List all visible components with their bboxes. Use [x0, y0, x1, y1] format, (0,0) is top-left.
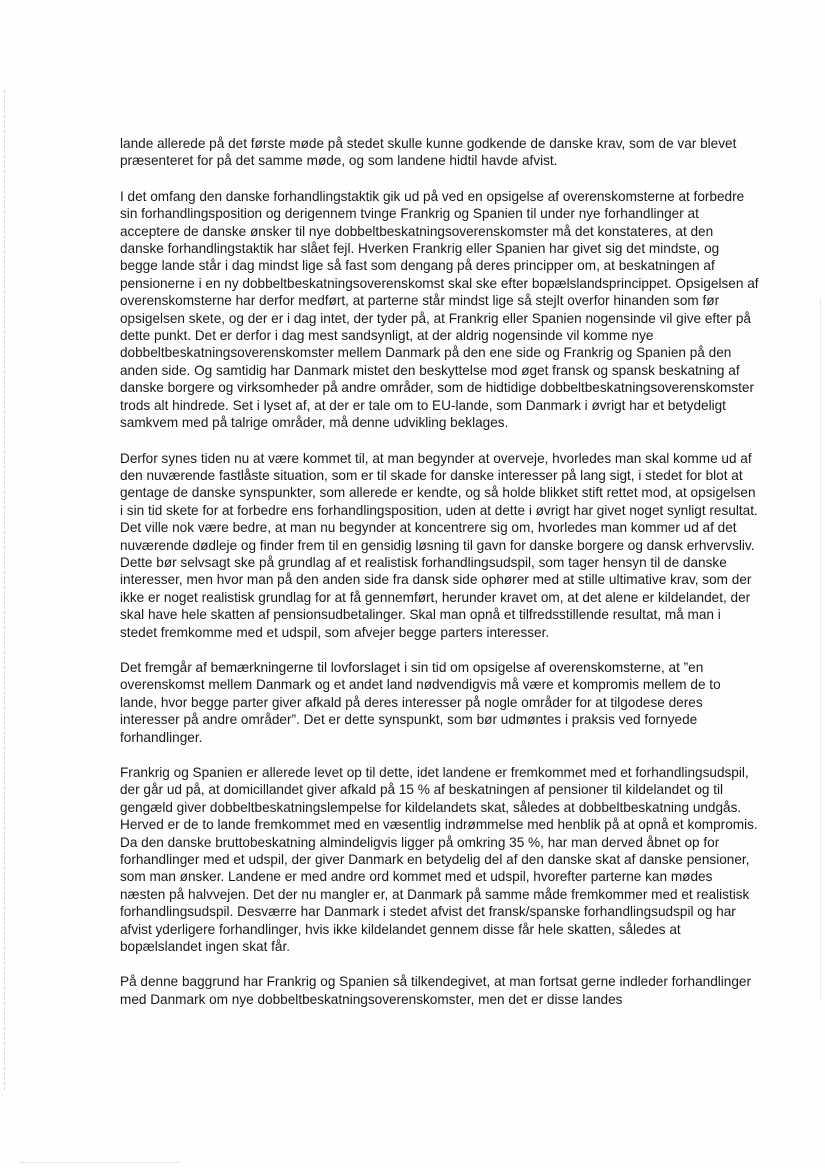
paragraph-6: På denne baggrund har Frankrig og Spanien så tilkendegivet, at man fortsat gerne indleder forhandlinger med Danmark om nye dobbeltbeskatningsoverenskomster, men det er disse landes: [120, 974, 752, 1007]
scan-edge-artifact: [20, 1162, 180, 1164]
scan-edge-artifact: [4, 90, 6, 1090]
paragraph-3: Derfor synes tiden nu at være kommet til, at man begynder at overveje, hvorledes man skal komme ud af den nuværende fastlåste situation, som er til skade for danske interesser på lang sigt, i stedet for blot at gentage de danske synspunkter, som allerede er kendte, og så holde blikket stift rettet mod, at opsigelsen i sin tid skete for at forbedre ens forhandlingsposition, uden at dette i øvrigt har givet noget synligt resultat. Det ville nok være bedre, at man nu begynder at koncentrere sig om, hvorledes man kommer ud af det nuværende dødleje og finder frem til en gensidig løsning til gavn for danske borgere og dansk erhvervsliv. Dette bør selvsagt ske på grundlag af et realistisk forhandlingsudspil, som tager hensyn til de danske interesser, men hvor man på den anden side fra dansk side ophører med at stille ultimative krav, som der ikke er noget realistisk grundlag for at få gennemført, herunder kravet om, at det alene er kildelandet, der skal have hele skatten af pensionsudbetalinger. Skal man opnå et tilfredsstillende resultat, må man i stedet fremkomme med et udspil, som afvejer begge parters interesser.: [120, 450, 758, 640]
paragraph-2: I det omfang den danske forhandlingstaktik gik ud på ved en opsigelse af overenskomsterne at forbedre sin forhandlingsposition og derigennem tvinge Frankrig og Spanien til under nye forhandlinger at acceptere de danske ønsker til nye dobbeltbeskatningsoverenskomster må det konstateres, at den danske forhandlingstaktik har slået fejl. Hverken Frankrig eller Spanien har givet sig det mindste, og begge lande står i dag mindst lige så fast som dengang på deres principper om, at beskatningen af pensionerne i en ny dobbeltbeskatningsoverenskomst skal ske efter bopælslandsprincippet. Opsigelsen af overenskomsterne har derfor medført, at parterne står mindst lige så stejlt overfor hinanden som før opsigelsen skete, og der er i dag intet, der tyder på, at Frankrig eller Spanien nogensinde vil give efter på dette punkt. Det er derfor i dag mest sandsynligt, at der aldrig nogensinde vil komme nye dobbeltbeskatningsoverenskomster mellem Danmark på den ene side og Frankrig og Spanien på den anden side. Og samtidig har Danmark mistet den beskyttelse mod øget fransk og spansk beskatning af danske borgere og virksomheder på andre områder, som de hidtidige dobbeltbeskatningsoverenskomster trods alt hindrede. Set i lyset af, at der er tale om to EU-lande, som Danmark i øvrigt har et betydeligt samkvem med på talrige områder, må denne udvikling beklages.: [120, 188, 759, 431]
paragraph-4: Det fremgår af bemærkningerne til lovforslaget i sin tid om opsigelse af overenskomsterne, at ”en overenskomst mellem Danmark og et andet land nødvendigvis må være et kompromis mellem de to lande, hvor begge parter giver afkald på deres interesser på nogle områder for at tilgodese deres interesser på andre områder”. Det er dette synspunkt, som bør udmøntes i praksis ved fornyede forhandlinger.: [120, 659, 721, 745]
body-text: [120, 135, 760, 1026]
paragraph-5: Frankrig og Spanien er allerede levet op til dette, idet landene er fremkommet med et forhandlingsudspil, der går ud på, at domicillandet giver afkald på 15 % af beskatningen af pensioner til kildelandet og til gengæld giver dobbeltbeskatningslempelse for kildelandets skat, således at dobbeltbeskatning undgås. Herved er de to lande fremkommet med en væsentlig indrømmelse med henblik på at opnå et kompromis. Da den danske bruttobeskatning almindeligvis ligger på omkring 35 %, har man derved åbnet op for forhandlinger med et udspil, der giver Danmark en betydelig del af den danske skat af danske pensioner, som man ønsker. Landene er med andre ord kommet med et udspil, hvorefter parterne kan mødes næsten på halvvejen. Det der nu mangler er, at Danmark på samme måde fremkommer med et realistisk forhandlingsudspil. Desværre har Danmark i stedet afvist det fransk/spanske forhandlingsudspil og har afvist yderligere forhandlinger, hvis ikke kildelandet gennem disse får hele skatten, således at bopælslandet ingen skat får.: [120, 765, 758, 955]
paragraph-1: lande allerede på det første møde på stedet skulle kunne godkende de danske krav, som de var blevet præsenteret for på det samme møde, og som landene hidtil havde afvist.: [120, 136, 737, 169]
scan-edge-artifact: [820, 300, 822, 1000]
